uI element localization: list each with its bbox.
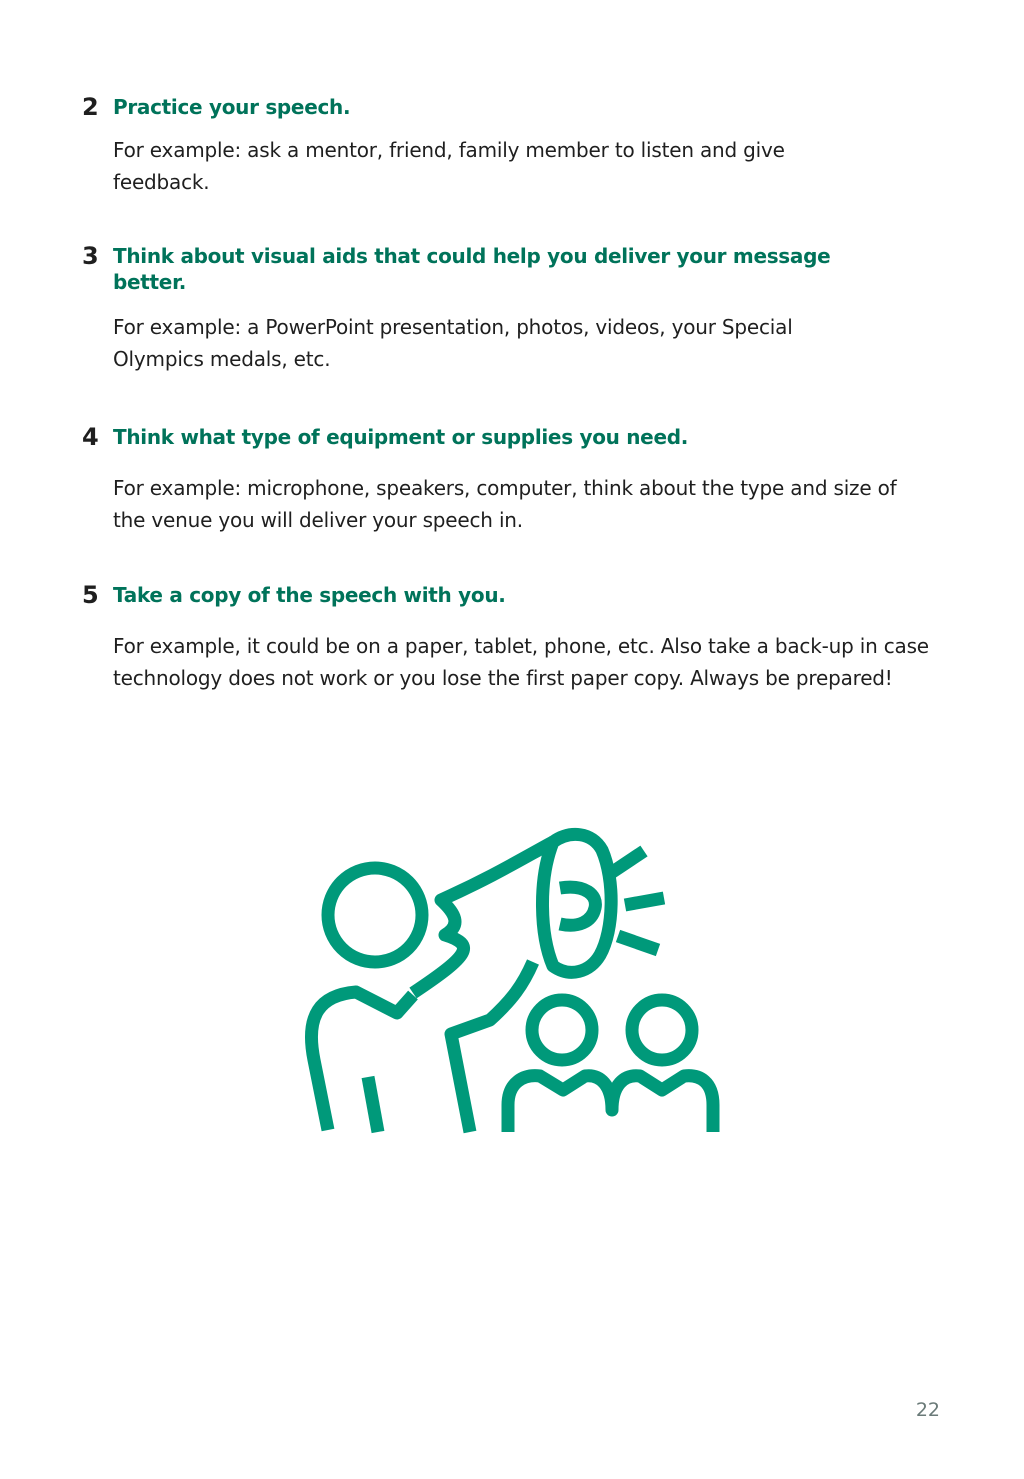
speaker-with-megaphone-audience-icon [290, 815, 740, 1145]
step-body: For example, it could be on a paper, tablet, phone, etc. Also take a back-up in case technology does not work or you lose the first paper copy. Always be prepared! [113, 634, 929, 690]
step-body: For example: microphone, speakers, computer, think about the type and size of the venue you will deliver your speech in. [113, 476, 897, 532]
step-title: Think about visual aids that could help you deliver your message better. [113, 244, 831, 294]
speaker-arm-line [368, 1077, 378, 1132]
step-title: Take a copy of the speech with you. [113, 583, 506, 607]
audience-head-2 [632, 1000, 692, 1060]
sound-line-bottom [618, 936, 658, 950]
speaker-arm [451, 962, 533, 1132]
step-4 [82, 424, 942, 536]
step-number: 2 [82, 93, 99, 121]
audience-shoulders [508, 1076, 713, 1132]
step-number: 4 [82, 423, 99, 451]
step-body: For example: a PowerPoint presentation, photos, videos, your Special Olympics medals, etc. [113, 315, 793, 371]
page-number: 22 [915, 1399, 940, 1421]
step-5 [82, 582, 942, 694]
audience-head-1 [532, 1000, 592, 1060]
step-number: 3 [82, 242, 99, 270]
step-3 [82, 243, 942, 375]
sound-line-top [611, 851, 644, 873]
megaphone-mouth [560, 887, 595, 925]
sound-line-middle [625, 898, 664, 905]
step-number: 5 [82, 581, 99, 609]
step-2 [82, 94, 942, 198]
speaker-body [311, 992, 413, 1130]
speaker-head [328, 868, 422, 962]
step-title: Think what type of equipment or supplies you need. [113, 425, 689, 449]
step-body: For example: ask a mentor, friend, family member to listen and give feedback. [113, 138, 785, 194]
step-title: Practice your speech. [113, 95, 351, 119]
